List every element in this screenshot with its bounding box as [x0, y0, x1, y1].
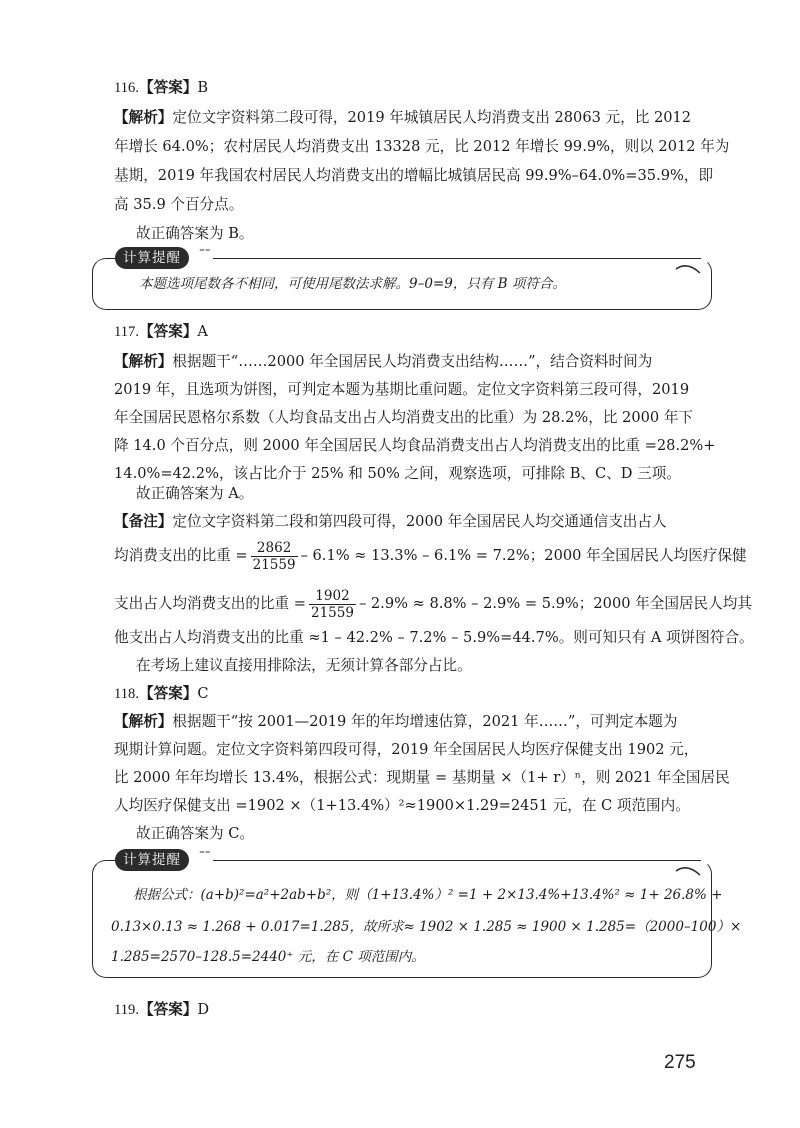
q118-calc-tip-box	[92, 847, 742, 978]
q118-calc-tip-label: 计算提醒	[115, 849, 189, 871]
q118-answer: C	[197, 685, 209, 702]
q116-answer-label: 【答案】	[139, 79, 198, 96]
q117-note-line-5: 在考场上建议直接用排除法，无须计算各部分占比。	[136, 657, 472, 674]
q117-note-text-2-pre: 均消费支出的比重 =	[114, 547, 248, 564]
q116-analysis-label: 【解析】	[114, 109, 173, 126]
q119-number: 119.	[114, 1002, 139, 1018]
q118-calc-tip-line-2: 0.13×0.13 ≈ 1.268 + 0.017=1.285，故所求≈ 1902 × 1.285 ≈ 1900 × 1.285=（2000–100）×	[111, 919, 742, 935]
q118-number: 118.	[114, 686, 139, 702]
q118-conclusion: 故正确答案为 C。	[136, 825, 254, 842]
q117-analysis-line-2: 2019 年，且选项为饼图，可判定本题为基期比重问题。定位文字资料第三段可得，2019	[114, 381, 690, 398]
q118-analysis-line-4: 人均医疗保健支出 =1902 ×（1+13.4%）²≈1900×1.29=2451 元，在 C 项范围内。	[114, 797, 690, 814]
q116-header	[114, 78, 714, 98]
q118-header	[114, 684, 714, 704]
fraction-denominator: 21559	[311, 604, 354, 621]
q116-calc-tip-text: 本题选项尾数各不相同，可使用尾数法求解。9–0=9，只有 B 项符合。	[139, 276, 566, 292]
q117-note-text-1: 定位文字资料第二段和第四段可得，2000 年全国居民人均交通通信支出占人	[172, 513, 667, 530]
q118-analysis-label: 【解析】	[114, 713, 173, 730]
q116-number: 116.	[114, 80, 139, 96]
q116-calc-tip-label: 计算提醒	[115, 247, 189, 269]
q117-analysis-line-3: 年全国居民恩格尔系数（人均食品支出占人均消费支出的比重）为 28.2%，比 2000 年下	[114, 409, 694, 426]
fraction-numerator: 1902	[309, 588, 356, 605]
q117-answer: A	[197, 323, 208, 340]
q119-header	[114, 1000, 714, 1020]
q118-calc-tip-line-3: 1.285=2570–128.5=2440⁺ 元，在 C 项范围内。	[111, 949, 425, 965]
q119-answer-label: 【答案】	[139, 1001, 198, 1018]
page-number: 275	[664, 1052, 696, 1073]
q116-conclusion: 故正确答案为 B。	[136, 225, 254, 242]
q117-analysis-text-1: 根据题干“……2000 年全国居民人均消费支出结构……”，结合资料时间为	[172, 353, 653, 370]
q117-conclusion: 故正确答案为 A。	[136, 485, 254, 502]
fraction-2862-21559	[251, 540, 298, 573]
q116-analysis-text-1: 定位文字资料第二段可得，2019 年城镇居民人均消费支出 28063 元，比 2012	[172, 109, 692, 126]
fraction-1902-21559	[309, 588, 356, 621]
sparkle-icon: ⁼⁼	[199, 847, 211, 860]
q117-analysis-line-5: 14.0%=42.2%，该占比介于 25% 和 50% 之间，观察选项，可排除 B、C、D 三项。	[114, 465, 681, 482]
q117-note-line-4: 他支出占人均消费支出的比重 ≈1 – 42.2% – 7.2% – 5.9%=44.7%。则可知只有 A 项饼图符合。	[114, 629, 754, 646]
q116-analysis-line-2: 年增长 64.0%；农村居民人均消费支出 13328 元，比 2012 年增长 99.9%，则以 2012 年为	[114, 138, 730, 155]
q117-note-text-2-post: – 6.1% ≈ 13.3% – 6.1% = 7.2%；2000 年全国居民人均医疗保健	[300, 547, 747, 564]
q116-calc-tip-box	[92, 245, 712, 310]
q117-number: 117.	[114, 324, 139, 340]
q118-analysis-line-1	[114, 712, 714, 732]
curl-decoration-icon	[675, 263, 701, 275]
q117-header	[114, 322, 714, 342]
q117-analysis-line-4: 降 14.0 个百分点，则 2000 年全国居民人均食品消费支出占人均消费支出的比重 =28.2%+	[114, 437, 716, 454]
q116-analysis-line-4: 高 35.9 个百分点。	[114, 196, 244, 213]
q118-analysis-line-2: 现期计算问题。定位文字资料第四段可得，2019 年全国居民人均医疗保健支出 1902 元，	[114, 741, 699, 758]
q117-note-line-3	[114, 586, 752, 622]
q117-note-text-3-pre: 支出占人均消费支出的比重 =	[114, 595, 306, 612]
q117-analysis-line-1	[114, 352, 714, 372]
curl-decoration-icon	[675, 865, 701, 877]
q117-note-text-3-post: – 2.9% ≈ 8.8% – 2.9% = 5.9%；2000 年全国居民人均其	[358, 595, 752, 612]
q117-note-label: 【备注】	[114, 513, 173, 530]
q117-analysis-label: 【解析】	[114, 353, 173, 370]
sparkle-icon: ⁼⁼	[199, 245, 211, 258]
q117-answer-label: 【答案】	[139, 323, 198, 340]
q117-note-line-2	[114, 538, 747, 574]
q118-analysis-line-3: 比 2000 年年均增长 13.4%，根据公式：现期量 = 基期量 ×（1+ r）ⁿ，则 2021 年全国居民	[114, 769, 730, 786]
fraction-numerator: 2862	[251, 540, 298, 557]
q116-analysis-line-1	[114, 108, 714, 128]
q117-note-line-1	[114, 512, 714, 532]
fraction-denominator: 21559	[252, 556, 296, 573]
q118-answer-label: 【答案】	[139, 685, 198, 702]
q119-answer: D	[197, 1001, 210, 1018]
q116-answer: B	[197, 79, 209, 96]
q118-calc-tip-line-1: 根据公式：(a+b)²=a²+2ab+b²，则（1+13.4%）² =1 + 2×13.4%+13.4%² ≈ 1+ 26.8% +	[133, 887, 723, 903]
q118-analysis-text-1: 根据题干“按 2001—2019 年的年均增速估算，2021 年……”，可判定本题为	[172, 713, 678, 730]
q116-analysis-line-3: 基期，2019 年我国农村居民人均消费支出的增幅比城镇居民高 99.9%–64.0%=35.9%，即	[114, 167, 714, 184]
